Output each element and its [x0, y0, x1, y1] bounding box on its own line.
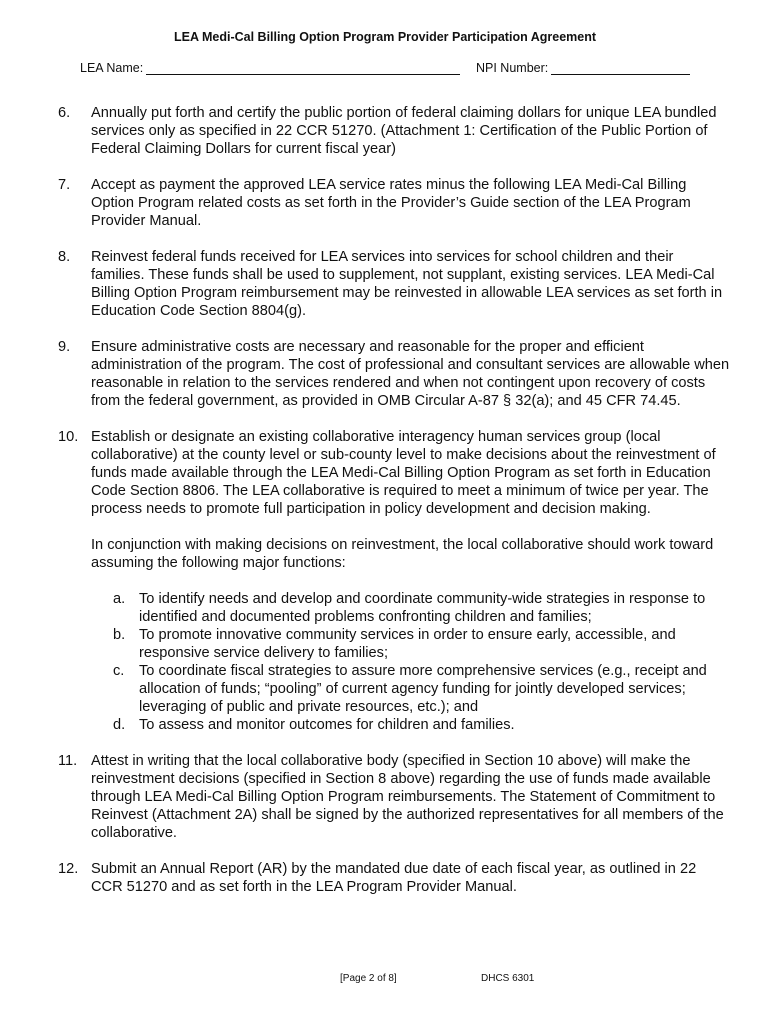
item-number: 9.: [58, 339, 71, 355]
sub-item-c: [91, 662, 730, 716]
item-text: Annually put forth and certify the public portion of federal claiming dollars for unique LEA bundled services only as specified in 22 CCR 51270. (Attachment 1: Certification of the Public Portion of Federal Claiming Dollars for current fiscal year): [91, 105, 717, 157]
item-number: 10.: [58, 429, 79, 445]
sub-item-letter: b.: [113, 627, 126, 643]
sub-item-text: To coordinate fiscal strategies to assure more comprehensive services (e.g., receipt and allocation of funds; “pooling” of current agency funding for jointly developed services; leveraging of public and private resources, etc.); and: [139, 663, 707, 715]
list-item-8: [58, 248, 730, 320]
list-item-12: [58, 860, 730, 896]
item-text: Reinvest federal funds received for LEA services into services for school children and their families. These funds shall be used to supplement, not supplant, existing services. LEA Medi-Cal Billing Option Program reimbursement may be reinvested in allowable LEA services as set forth in Education Code Section 8804(g).: [91, 249, 723, 319]
npi-number-field: [476, 61, 690, 75]
sub-item-text: To assess and monitor outcomes for children and families.: [139, 717, 515, 733]
item-10-intro: In conjunction with making decisions on reinvestment, the local collaborative should work toward assuming the following major functions:: [91, 537, 714, 571]
sub-item-d: [91, 716, 730, 734]
sub-item-b: [91, 626, 730, 662]
sub-item-letter: a.: [113, 591, 126, 607]
document-title: LEA Medi-Cal Billing Option Program Provider Participation Agreement: [173, 30, 597, 44]
item-number: 6.: [58, 105, 71, 121]
npi-number-blank[interactable]: [551, 62, 690, 75]
item-10-content: [91, 428, 730, 734]
lea-name-blank[interactable]: [146, 62, 460, 75]
sub-item-text: To identify needs and develop and coordinate community-wide strategies in response to identified and documented problems confronting children and families;: [139, 591, 706, 625]
item-number: 12.: [58, 861, 79, 877]
item-text: Ensure administrative costs are necessary and reasonable for the proper and efficient administration of the program. The cost of professional and consultant services are allowable when reasonable in relation to the services rendered and when not contingent upon recovery of costs from the federal government, as provided in OMB Circular A-87 § 32(a); and 45 CFR 74.45.: [91, 339, 730, 409]
list-item-10: [58, 428, 730, 734]
item-number: 8.: [58, 249, 71, 265]
list-item-11: [58, 752, 730, 842]
item-text: Accept as payment the approved LEA service rates minus the following LEA Medi-Cal Billing Option Program related costs as set forth in the Provider’s Guide section of the LEA Program Provider Manual.: [91, 177, 691, 229]
form-number: DHCS 6301: [481, 973, 535, 984]
lea-name-field: [80, 61, 460, 75]
item-text: Establish or designate an existing collaborative interagency human services group (local collaborative) at the county level or sub-county level to make decisions about the reinvestment of funds made available through the LEA Medi-Cal Billing Option Program as set forth in Education Code Section 8806. The LEA collaborative is required to meet a minimum of twice per year. The process needs to promote full participation in policy development and decision making.: [91, 429, 716, 517]
document-body: [58, 104, 730, 914]
list-item-6: [58, 104, 730, 158]
functions-list: [91, 590, 730, 734]
item-text: Attest in writing that the local collaborative body (specified in Section 10 above) will make the reinvestment decisions (specified in Section 8 above) regarding the use of funds made available through LEA Medi-Cal Billing Option Program reimbursements. The Statement of Commitment to Reinvest (Attachment 2A) shall be signed by the authorized representatives for all members of the collaborative.: [91, 753, 724, 841]
sub-item-a: [91, 590, 730, 626]
item-number: 7.: [58, 177, 71, 193]
sub-item-letter: d.: [113, 717, 126, 733]
page-number: [Page 2 of 8]: [340, 973, 397, 984]
sub-item-letter: c.: [113, 663, 125, 679]
item-text: Submit an Annual Report (AR) by the mandated due date of each fiscal year, as outlined in 22 CCR 51270 and as set forth in the LEA Program Provider Manual.: [91, 861, 697, 895]
lea-name-label: LEA Name:: [80, 61, 144, 75]
sub-item-text: To promote innovative community services in order to ensure early, accessible, and responsive service delivery to families;: [139, 627, 676, 661]
item-number: 11.: [58, 753, 78, 769]
npi-number-label: NPI Number:: [476, 61, 549, 75]
list-item-7: [58, 176, 730, 230]
list-item-9: [58, 338, 730, 410]
